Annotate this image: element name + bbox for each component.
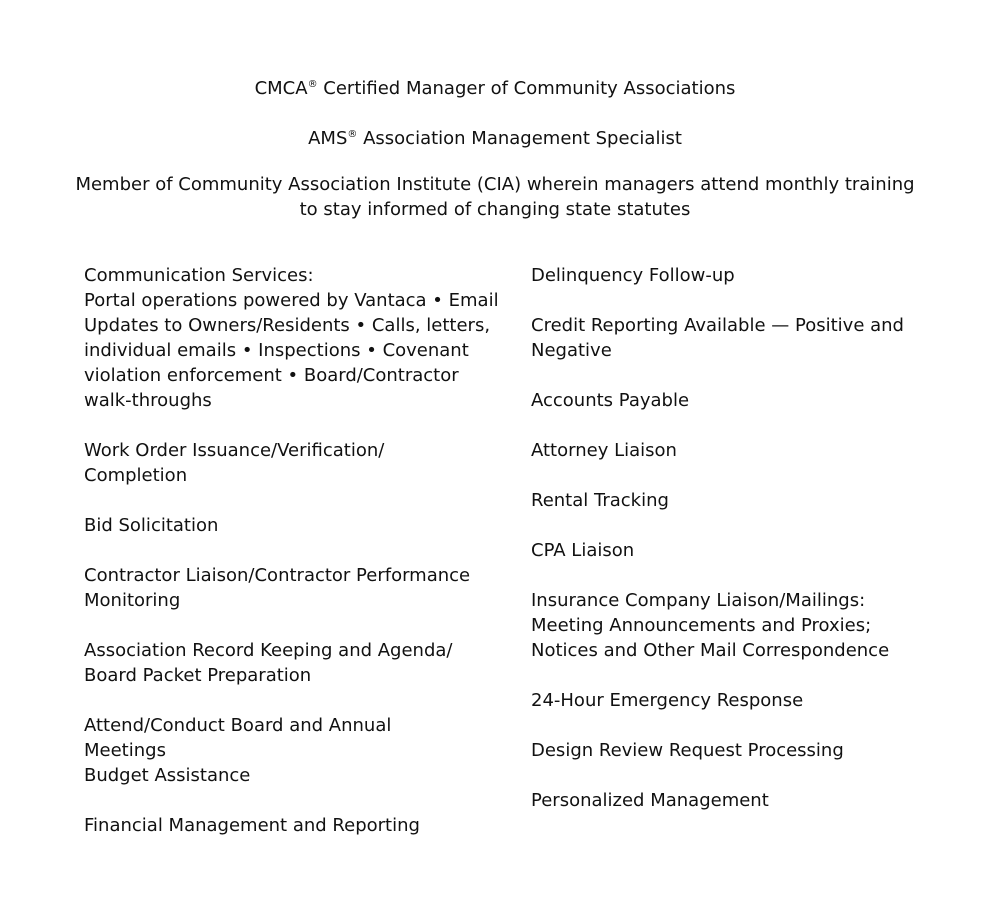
service-credit-reporting [531,313,931,363]
service-rental-tracking [531,488,931,513]
service-line: Accounts Payable [531,390,690,411]
service-cpa-liaison [531,538,931,563]
cmca-text: Certified Manager of Community Associations [317,78,736,99]
credential-cai [60,172,930,222]
service-line: Meetings [84,740,166,761]
service-line: Attorney Liaison [531,440,677,461]
service-line: Bid Solicitation [84,515,219,536]
service-accounts-payable [531,388,931,413]
service-line: Meeting Announcements and Proxies; [531,615,872,636]
registered-mark: ® [347,129,358,140]
service-line: Delinquency Follow-up [531,265,735,286]
service-line: Rental Tracking [531,490,669,511]
cmca-abbr: CMCA [254,78,308,99]
credential-ams [60,122,930,151]
service-line: Financial Management and Reporting [84,815,420,836]
services-left-column [84,263,504,863]
service-line: Updates to Owners/Residents • Calls, letters, [84,315,491,336]
service-personalized-management [531,788,931,813]
service-design-review [531,738,931,763]
service-line: Monitoring [84,590,181,611]
service-attorney-liaison [531,438,931,463]
service-line: Credit Reporting Available — Positive and [531,315,904,336]
service-line: 24-Hour Emergency Response [531,690,804,711]
registered-mark: ® [307,79,318,90]
services-right-column [531,263,931,838]
service-line: Budget Assistance [84,765,251,786]
cai-line-1: Member of Community Association Institute (CIA) wherein managers attend monthly training [75,174,915,195]
service-record-keeping [84,638,504,688]
service-emergency-response [531,688,931,713]
service-financial [84,813,504,838]
service-bid-solicitation [84,513,504,538]
service-line: Negative [531,340,612,361]
service-line: CPA Liaison [531,540,635,561]
ams-abbr: AMS [308,128,348,149]
ams-text: Association Management Specialist [357,128,682,149]
service-line: walk-throughs [84,390,212,411]
service-line: Work Order Issuance/Verification/ [84,440,385,461]
service-meetings [84,713,504,788]
service-line: Completion [84,465,188,486]
service-line: Communication Services: [84,265,314,286]
service-line: Insurance Company Liaison/Mailings: [531,590,866,611]
service-line: Design Review Request Processing [531,740,844,761]
service-communication [84,263,504,413]
service-line: Attend/Conduct Board and Annual [84,715,392,736]
service-line: Notices and Other Mail Correspondence [531,640,890,661]
service-contractor-liaison [84,563,504,613]
service-line: violation enforcement • Board/Contractor [84,365,459,386]
service-line: Board Packet Preparation [84,665,312,686]
service-delinquency [531,263,931,288]
service-line: Association Record Keeping and Agenda/ [84,640,453,661]
cai-line-2: to stay informed of changing state statutes [299,199,691,220]
service-line: Personalized Management [531,790,769,811]
service-work-order [84,438,504,488]
service-line: Contractor Liaison/Contractor Performance [84,565,471,586]
service-line: Portal operations powered by Vantaca • Email [84,290,499,311]
service-line: individual emails • Inspections • Covenant [84,340,469,361]
credential-cmca [60,72,930,101]
service-insurance-liaison [531,588,931,663]
